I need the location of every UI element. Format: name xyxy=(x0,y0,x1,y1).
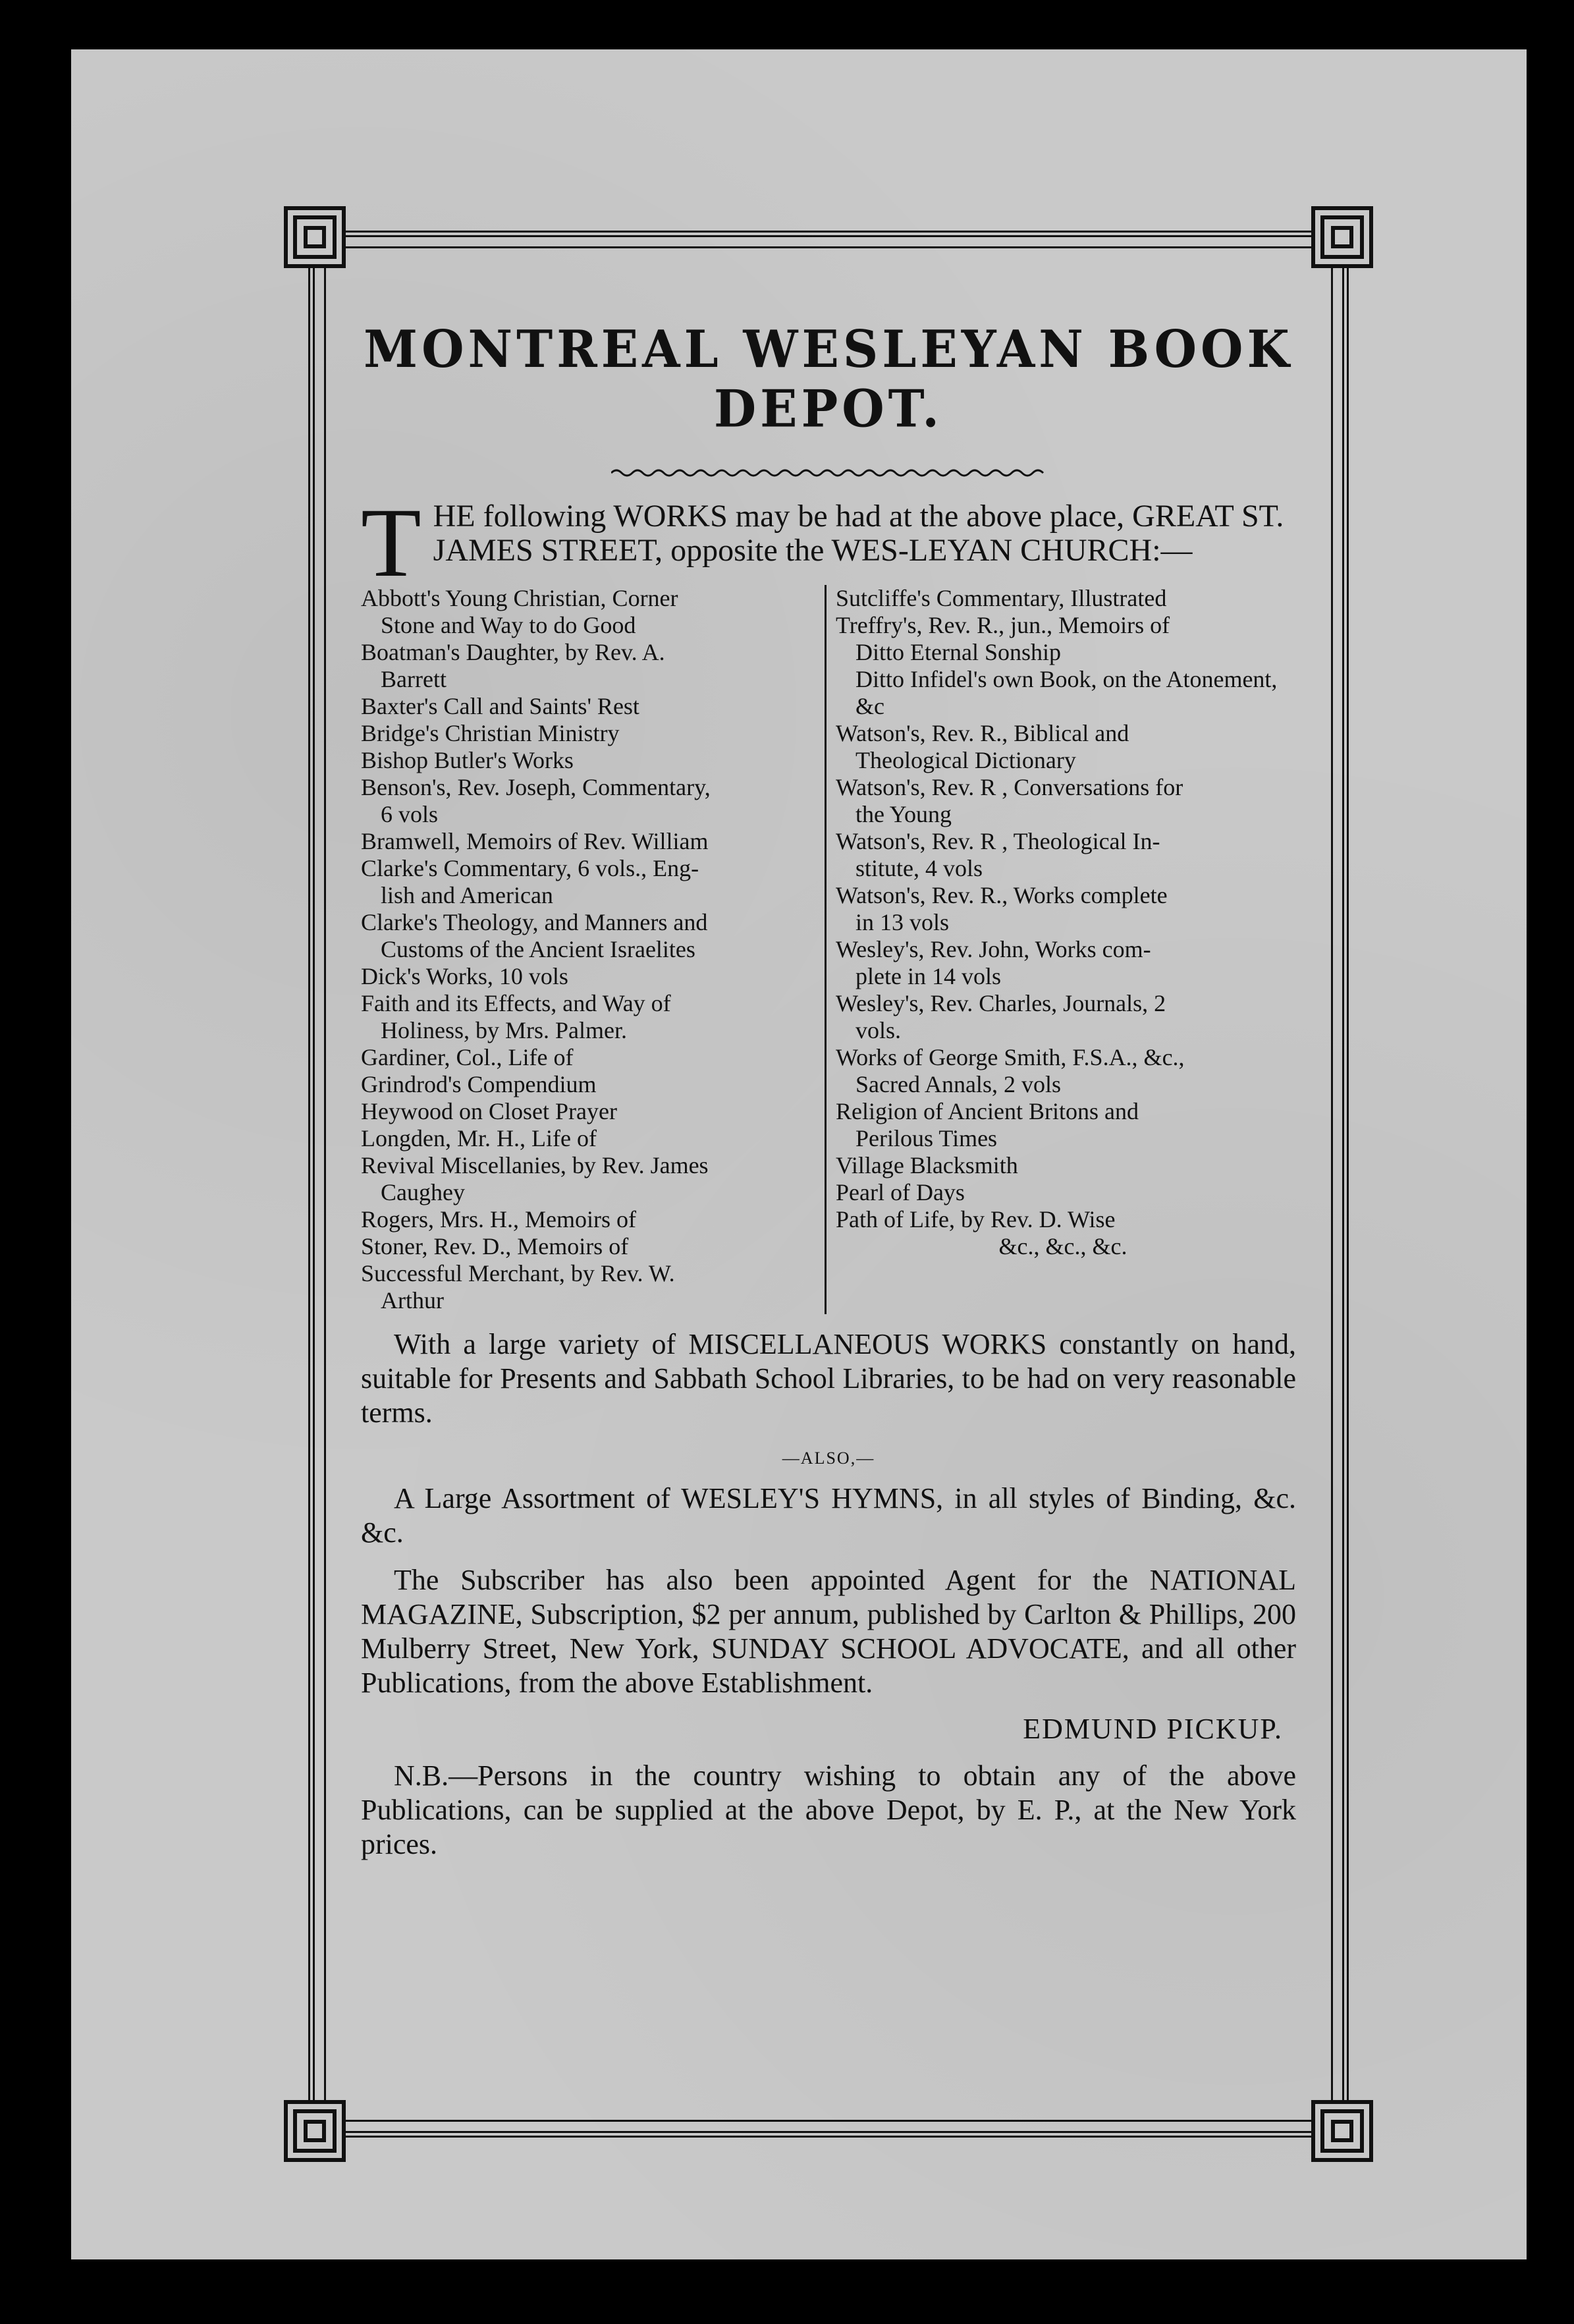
advertisement-content xyxy=(361,283,1296,1862)
book-entry-title: Benson's, Rev. Joseph, Commentary, xyxy=(361,774,711,800)
book-entry xyxy=(836,1179,1290,1206)
book-entry-title: Sutcliffe's Commentary, Illustrated xyxy=(836,585,1167,611)
book-entry-title: Wesley's, Rev. Charles, Journals, 2 xyxy=(836,990,1166,1016)
book-entry-title: Heywood on Closet Prayer xyxy=(361,1098,617,1124)
book-entry xyxy=(836,720,1290,774)
book-entry-continuation: the Young xyxy=(855,801,952,827)
book-entry xyxy=(361,1125,815,1152)
also-divider: —ALSO,— xyxy=(782,1449,875,1468)
book-entry-continuation: Caughey xyxy=(381,1179,465,1205)
book-entry-title: Religion of Ancient Britons and xyxy=(836,1098,1139,1124)
book-entry xyxy=(361,1233,815,1260)
book-entry-title: Stoner, Rev. D., Memoirs of xyxy=(361,1233,629,1259)
book-entry xyxy=(361,855,815,909)
book-entry xyxy=(836,882,1290,936)
book-entry-continuation: Perilous Times xyxy=(855,1125,998,1151)
book-entry-continuation: Customs of the Ancient Israelites xyxy=(381,936,695,962)
agent-paragraph: The Subscriber has also been appointed Agent for the NATIONAL MAGAZINE, Subscription, $2 per annum, published by Carlton & Phillips, 200 Mulberry Street, New York, SUNDAY SCHOOL ADVOCATE, and all other Publications, from the above Establishment. xyxy=(361,1564,1296,1699)
book-entry xyxy=(361,828,815,855)
book-list xyxy=(361,585,1296,1314)
book-entry xyxy=(836,612,1290,720)
book-entry-continuation: Barrett xyxy=(381,666,447,692)
book-entry xyxy=(836,936,1290,990)
book-entry xyxy=(361,1071,815,1098)
book-entry-title: Clarke's Commentary, 6 vols., Eng- xyxy=(361,855,699,881)
book-entry-title: Bishop Butler's Works xyxy=(361,747,574,773)
book-entry-title: Watson's, Rev. R., Biblical and xyxy=(836,720,1129,746)
book-entry-title: Faith and its Effects, and Way of xyxy=(361,990,671,1016)
corner-ornament-icon xyxy=(1311,206,1374,269)
book-list-right-column xyxy=(827,585,1290,1314)
book-entry-title: Successful Merchant, by Rev. W. xyxy=(361,1260,675,1286)
book-entry-title: Bridge's Christian Ministry xyxy=(361,720,620,746)
book-entry-title: Pearl of Days xyxy=(836,1179,965,1205)
book-entry xyxy=(836,585,1290,612)
book-entry xyxy=(361,1206,815,1233)
book-entry-continuation: plete in 14 vols xyxy=(855,963,1001,989)
book-entry-title: Village Blacksmith xyxy=(836,1152,1018,1178)
book-entry-title: Boatman's Daughter, by Rev. A. xyxy=(361,639,665,665)
book-entry-title: Wesley's, Rev. John, Works com- xyxy=(836,936,1151,962)
book-entry-title: Baxter's Call and Saints' Rest xyxy=(361,693,639,719)
book-entry xyxy=(361,693,815,720)
book-entry xyxy=(361,963,815,990)
book-entry-title: Path of Life, by Rev. D. Wise xyxy=(836,1206,1116,1232)
book-entry-title: Watson's, Rev. R , Theological In- xyxy=(836,828,1160,854)
book-entry-continuation: stitute, 4 vols xyxy=(855,855,983,881)
intro-text: HE following WORKS may be had at the above place, GREAT ST. JAMES STREET, opposite the WES-LEYAN CHURCH:— xyxy=(433,499,1284,568)
book-entry xyxy=(361,1260,815,1314)
book-entry xyxy=(361,747,815,774)
book-entry xyxy=(836,774,1290,828)
book-entry xyxy=(836,1152,1290,1179)
book-entry-title: Treffry's, Rev. R., jun., Memoirs of xyxy=(836,612,1170,638)
book-entry-title: Grindrod's Compendium xyxy=(361,1071,597,1097)
signature: EDMUND PICKUP. xyxy=(1023,1713,1283,1745)
book-entry xyxy=(361,720,815,747)
book-entry-continuation: Ditto Infidel's own Book, on the Atonement, &c xyxy=(855,666,1278,719)
book-entry-continuation: vols. xyxy=(855,1017,902,1043)
book-entry xyxy=(361,990,815,1044)
intro-paragraph xyxy=(361,488,1296,597)
book-entry xyxy=(361,585,815,639)
book-entry-title: Watson's, Rev. R., Works complete xyxy=(836,882,1168,908)
book-entry-title: Abbott's Young Christian, Corner xyxy=(361,585,678,611)
hymns-paragraph: A Large Assortment of WESLEY'S HYMNS, in all styles of Binding, &c. &c. xyxy=(361,1482,1296,1549)
book-entry xyxy=(836,1098,1290,1152)
book-entry-continuation: Stone and Way to do Good xyxy=(381,612,636,638)
page-title: MONTREAL WESLEYAN BOOK DEPOT. xyxy=(364,319,1293,439)
drop-cap: T xyxy=(361,488,421,597)
book-entry xyxy=(836,1044,1290,1098)
book-entry-continuation: Sacred Annals, 2 vols xyxy=(855,1071,1061,1097)
book-entry-continuation: Holiness, by Mrs. Palmer. xyxy=(381,1017,627,1043)
book-entry xyxy=(836,990,1290,1044)
page-background xyxy=(71,49,1527,2259)
etcetera-line: &c., &c., &c. xyxy=(998,1233,1127,1259)
book-list-left-column xyxy=(361,585,827,1314)
book-entry-continuation: Ditto Eternal Sonship xyxy=(855,639,1061,665)
book-entry xyxy=(836,1206,1290,1233)
book-entry-title: Watson's, Rev. R , Conversations for xyxy=(836,774,1183,800)
book-entry xyxy=(361,639,815,693)
corner-ornament-icon xyxy=(1311,2099,1374,2163)
book-entry-title: Longden, Mr. H., Life of xyxy=(361,1125,597,1151)
wavy-rule-icon xyxy=(611,466,1046,480)
book-entry-continuation: 6 vols xyxy=(381,801,439,827)
book-entry xyxy=(361,774,815,828)
book-entry-title: Rogers, Mrs. H., Memoirs of xyxy=(361,1206,636,1232)
advertisement-frame xyxy=(308,231,1349,2138)
book-entry-continuation: Theological Dictionary xyxy=(855,747,1076,773)
book-entry xyxy=(836,828,1290,882)
corner-ornament-icon xyxy=(283,2099,346,2163)
book-entry-title: Bramwell, Memoirs of Rev. William xyxy=(361,828,709,854)
book-entry-title: Clarke's Theology, and Manners and xyxy=(361,909,708,935)
miscellaneous-paragraph: With a large variety of MISCELLANEOUS WORKS constantly on hand, suitable for Presents and Sabbath School Libraries, to be had on very reasonable terms. xyxy=(361,1328,1296,1429)
book-entry-continuation: Arthur xyxy=(381,1287,444,1314)
book-entry xyxy=(361,1152,815,1206)
book-entry-title: Gardiner, Col., Life of xyxy=(361,1044,574,1070)
book-entry-continuation: in 13 vols xyxy=(855,909,950,935)
book-entry xyxy=(361,909,815,963)
book-entry-title: Dick's Works, 10 vols xyxy=(361,963,568,989)
book-entry-continuation: lish and American xyxy=(381,882,553,908)
book-entry-title: Revival Miscellanies, by Rev. James xyxy=(361,1152,709,1178)
nota-bene-paragraph: N.B.—Persons in the country wishing to obtain any of the above Publications, can be supplied at the above Depot, by E. P., at the New York prices. xyxy=(361,1759,1296,1860)
corner-ornament-icon xyxy=(283,206,346,269)
book-entry xyxy=(361,1098,815,1125)
book-entry-title: Works of George Smith, F.S.A., &c., xyxy=(836,1044,1185,1070)
book-entry xyxy=(361,1044,815,1071)
